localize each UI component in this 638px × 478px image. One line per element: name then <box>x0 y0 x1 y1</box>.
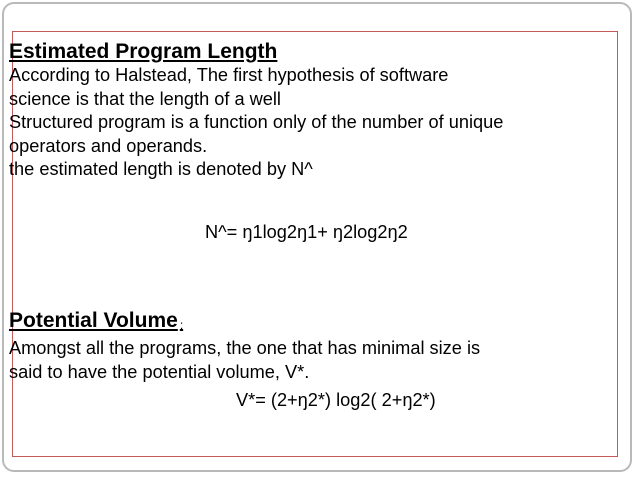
formula-potential-volume: V*= (2+ŋ2*) log2( 2+ŋ2*) <box>236 390 436 410</box>
body-line: Structured program is a function only of the number of unique <box>9 112 504 132</box>
body-line: science is that the length of a well <box>9 88 281 109</box>
body-line: operators and operands. <box>9 135 208 156</box>
section-potential-volume <box>9 309 609 384</box>
heading-colon: : <box>179 318 184 332</box>
body-line: said to have the potential volume, V*. <box>9 361 310 382</box>
formula-estimated-length: N^= ŋ1log2ŋ1+ ŋ2log2ŋ2 <box>205 222 408 242</box>
body-line: the estimated length is denoted by N^ <box>9 159 313 179</box>
heading-estimated-program-length: Estimated Program Length <box>9 40 278 63</box>
heading-potential-volume-text: Potential Volume <box>9 309 178 332</box>
body-line: According to Halstead, The first hypothesis of software <box>9 65 449 85</box>
section-estimated-length <box>9 40 609 182</box>
heading-potential-volume <box>9 309 609 337</box>
body-line: Amongst all the programs, the one that has minimal size is <box>9 338 481 358</box>
